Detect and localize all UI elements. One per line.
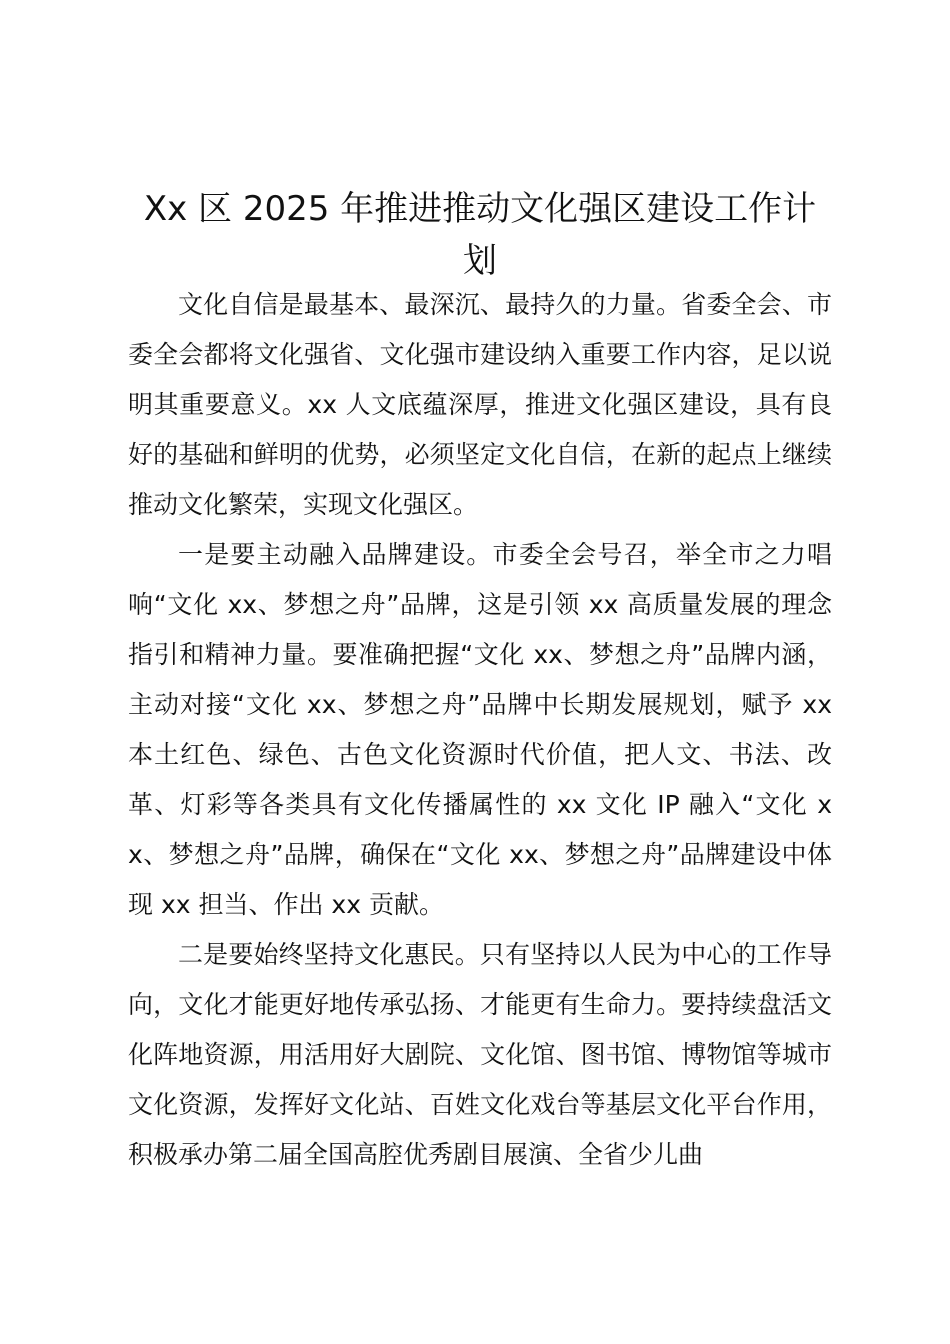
paragraph-brand-building: 一是要主动融入品牌建设。市委全会号召，举全市之力唱响“文化 xx、梦想之舟”品牌，这是引领 xx 高质量发展的理念指引和精神力量。要准确把握“文化 xx、梦想之舟”品牌内涵，主动对接“文化 xx、梦想之舟”品牌中长期发展规划，赋予 xx 本土红色、绿色、古色文化资源时代价值，把人文、书法、改革、灯彩等各类具有文化传播属性的 xx 文化 IP 融入“文化 xx、梦想之舟”品牌，确保在“文化 xx、梦想之舟”品牌建设中体现 xx 担当、作出 xx 贡献。 — [128, 540, 832, 919]
paragraph-intro: 文化自信是最基本、最深沉、最持久的力量。省委全会、市委全会都将文化强省、文化强市建设纳入重要工作内容，足以说明其重要意义。xx 人文底蕴深厚，推进文化强区建设，具有良好的基础和鲜明的优势，必须坚定文化自信，在新的起点上继续推动文化繁荣，实现文化强区。 — [128, 290, 832, 519]
document-title: Xx 区 2025 年推进推动文化强区建设工作计划 — [143, 189, 817, 281]
paragraph-cultural-benefit: 二是要始终坚持文化惠民。只有坚持以人民为中心的工作导向，文化才能更好地传承弘扬、才能更有生命力。要持续盘活文化阵地资源，用活用好大剧院、文化馆、图书馆、博物馆等城市文化资源，发挥好文化站、百姓文化戏台等基层文化平台作用，积极承办第二届全国高腔优秀剧目展演、全省少儿曲 — [128, 940, 832, 1169]
document-body — [128, 280, 832, 1180]
